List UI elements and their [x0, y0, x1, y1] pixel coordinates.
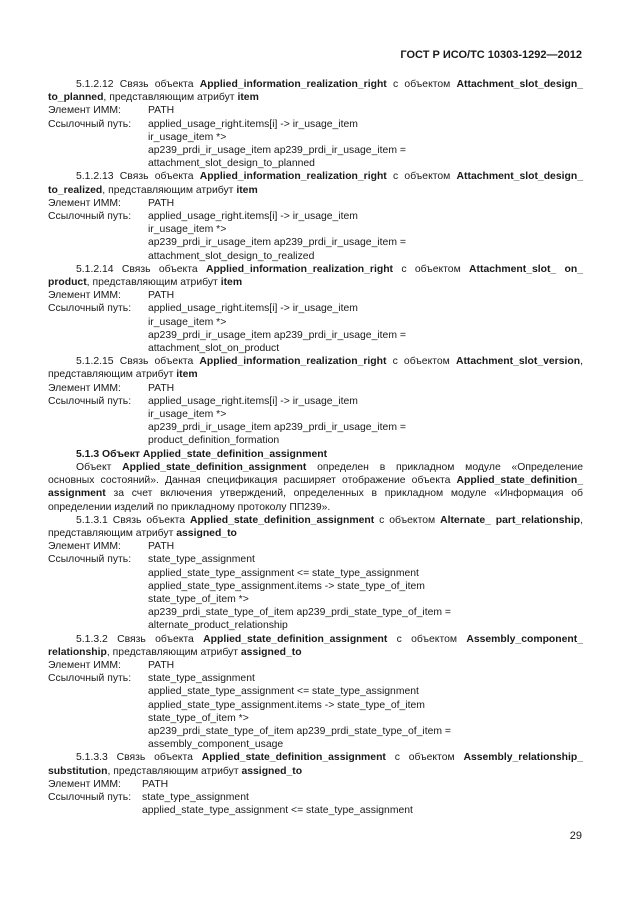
entity-name: assigned_to	[176, 527, 237, 539]
mapping-clause	[48, 514, 583, 633]
mapping-clause	[48, 751, 583, 817]
reference-path-row	[48, 553, 583, 632]
reference-path-lines	[142, 791, 583, 817]
entity-name: Applied_state_definition_assignment	[203, 633, 388, 645]
entity-name: Applied_state_definition_ assignment	[48, 475, 583, 500]
path-line: applied_state_type_assignment.items -> state_type_of_item	[148, 699, 425, 711]
clause-title	[48, 633, 583, 659]
path-line: attachment_slot_on_product	[148, 343, 280, 355]
text-run: Связь объекта	[113, 356, 200, 368]
mapping-clause	[48, 633, 583, 752]
element-row	[48, 778, 583, 791]
path-line: state_type_assignment	[148, 673, 255, 685]
entity-name: Attachment_slot_version	[455, 356, 581, 368]
reference-path-label: Ссылочный путь:	[48, 395, 132, 407]
path-line: applied_state_type_assignment <= state_type_assignment	[148, 567, 419, 579]
reference-path-lines	[148, 302, 583, 355]
entity-name: item	[237, 92, 259, 104]
entity-name: Applied_state_definition_assignment	[190, 514, 375, 526]
text-run: , представляющим атрибут	[106, 646, 241, 658]
reference-path-lines	[148, 210, 583, 263]
path-line: ir_usage_item *>	[148, 409, 227, 421]
path-line: attachment_slot_design_to_realized	[148, 250, 315, 262]
element-row	[48, 382, 583, 395]
mapping-clause	[48, 355, 583, 447]
reference-path-label: Ссылочный путь:	[48, 554, 132, 566]
path-line: alternate_product_relationship	[148, 620, 288, 632]
reference-path-label: Ссылочный путь:	[48, 211, 132, 223]
element-value: PATH	[148, 197, 175, 209]
element-label: Элемент ИММ:	[48, 382, 121, 394]
clause-title	[48, 514, 583, 540]
mapping-clause	[48, 263, 583, 355]
document-body	[48, 78, 583, 817]
entity-name: Applied_information_realization_right	[199, 171, 387, 183]
text-run: Связь объекта	[107, 514, 191, 526]
element-value: PATH	[142, 778, 169, 790]
clause-title	[48, 263, 583, 289]
entity-name: Applied_information_realization_right	[199, 79, 387, 90]
section-heading: 5.1.3 Объект Applied_state_definition_assignment	[76, 448, 328, 460]
text-run: с объектом	[386, 356, 456, 368]
text-run: Связь объекта	[113, 263, 206, 275]
element-label: Элемент ИММ:	[48, 778, 121, 790]
path-line: state_type_assignment	[142, 791, 249, 803]
mapping-clause	[48, 78, 583, 170]
entity-name: Attachment_slot_design_ to_realized	[48, 171, 583, 196]
reference-path-row	[48, 302, 583, 355]
path-line: ir_usage_item *>	[148, 316, 227, 328]
text-run: , представляющим атрибут	[102, 184, 237, 196]
clause-title	[48, 170, 583, 196]
entity-name: Assembly_component_ relationship	[48, 633, 583, 658]
entity-name: Applied_state_definition_assignment	[122, 461, 307, 473]
text-run: Связь объекта	[107, 633, 204, 645]
text-run: Связь объекта	[113, 79, 200, 90]
entity-name: item	[176, 369, 198, 381]
element-row	[48, 104, 583, 117]
clause-number: 5.1.2.14	[76, 263, 114, 275]
path-line: applied_state_type_assignment <= state_type_assignment	[148, 686, 419, 698]
mapping-clause	[48, 170, 583, 262]
reference-path-lines	[148, 395, 583, 448]
entity-name: Attachment_slot_design_ to_planned	[48, 79, 583, 104]
text-run: с объектом	[387, 633, 467, 645]
paragraph	[48, 461, 583, 514]
reference-path-lines	[148, 553, 583, 632]
reference-path-lines	[148, 118, 583, 171]
element-label: Элемент ИММ:	[48, 197, 121, 209]
text-run: , представляющим атрибут	[86, 277, 221, 289]
text-run: Связь объекта	[113, 171, 200, 183]
text-run: с объектом	[374, 514, 441, 526]
text-run: за счет включения утверждений, определенных в прикладном модуле «Информация об определении изделий по прикладному протоколу ПП239».	[48, 488, 583, 513]
entity-name: item	[236, 184, 258, 196]
entity-name: assigned_to	[240, 646, 302, 658]
text-run: с объектом	[386, 79, 457, 90]
reference-path-label: Ссылочный путь:	[48, 303, 132, 315]
page-number: 29	[569, 830, 582, 842]
text-run: Объект	[76, 461, 123, 473]
entity-name: Attachment_slot_ on_ product	[48, 263, 583, 289]
element-row	[48, 289, 583, 302]
clause-number: 5.1.2.13	[76, 171, 114, 183]
text-run: , представляющим атрибут	[107, 765, 242, 777]
element-label: Элемент ИММ:	[48, 541, 121, 553]
path-line: applied_state_type_assignment.items -> state_type_of_item	[148, 580, 425, 592]
clause-number: 5.1.3.1	[76, 514, 108, 526]
reference-path-label: Ссылочный путь:	[48, 673, 132, 685]
text-run: определен в прикладном модуле «Определение основных состояний». Данная спецификация расширяет отображение объекта	[48, 461, 583, 487]
entity-name: item	[220, 277, 243, 289]
reference-path-label: Ссылочный путь:	[48, 791, 132, 803]
path-line: applied_usage_right.items[i] -> ir_usage_item	[148, 395, 358, 407]
reference-path-row	[48, 672, 583, 751]
path-line: state_type_assignment	[148, 554, 255, 566]
clause-title	[48, 355, 583, 381]
path-line: applied_usage_right.items[i] -> ir_usage_item	[148, 303, 358, 315]
clause-title	[48, 78, 583, 104]
text-run: с объектом	[385, 752, 464, 764]
path-line: ir_usage_item *>	[148, 131, 227, 143]
reference-path-label: Ссылочный путь:	[48, 118, 132, 130]
element-value: PATH	[148, 659, 175, 671]
clause-number: 5.1.2.15	[76, 356, 114, 368]
entity-name: assigned_to	[241, 765, 303, 777]
text-run: Связь объекта	[107, 752, 202, 764]
path-line: ap239_prdi_ir_usage_item ap239_prdi_ir_usage_item =	[148, 329, 406, 341]
path-line: ap239_prdi_ir_usage_item ap239_prdi_ir_usage_item =	[148, 145, 406, 157]
element-row	[48, 197, 583, 210]
clause-number: 5.1.2.12	[76, 79, 114, 90]
element-label: Элемент ИММ:	[48, 290, 121, 302]
element-row	[48, 659, 583, 672]
reference-path-row	[48, 791, 583, 817]
path-line: applied_usage_right.items[i] -> ir_usage_item	[148, 118, 358, 130]
entity-name: Applied_information_realization_right	[205, 263, 394, 275]
entity-name: Alternate_ part_relationship	[440, 514, 581, 526]
element-value: PATH	[148, 541, 175, 553]
text-run: с объектом	[386, 171, 457, 183]
reference-path-lines	[148, 672, 583, 751]
path-line: ap239_prdi_ir_usage_item ap239_prdi_ir_usage_item =	[148, 422, 406, 434]
text-run: , представляющим атрибут	[48, 514, 583, 539]
element-row	[48, 540, 583, 553]
reference-path-row	[48, 210, 583, 263]
reference-path-row	[48, 118, 583, 171]
path-line: ap239_prdi_state_type_of_item ap239_prdi_state_type_of_item =	[148, 607, 451, 619]
entity-name: Applied_information_realization_right	[199, 356, 387, 368]
document-header: ГОСТ Р ИСО/ТС 10303-1292—2012	[400, 49, 582, 61]
path-line: assembly_component_usage	[148, 739, 284, 751]
clause-number: 5.1.3.3	[76, 752, 108, 764]
path-line: ir_usage_item *>	[148, 224, 227, 236]
path-line: product_definition_formation	[148, 435, 280, 447]
path-line: applied_usage_right.items[i] -> ir_usage_item	[148, 211, 358, 223]
text-run: с объектом	[393, 263, 470, 275]
path-line: attachment_slot_design_to_planned	[148, 158, 315, 170]
element-label: Элемент ИММ:	[48, 659, 121, 671]
path-line: applied_state_type_assignment <= state_type_assignment	[142, 805, 413, 817]
reference-path-row	[48, 395, 583, 448]
path-line: state_type_of_item *>	[148, 712, 249, 724]
clause-title	[48, 751, 583, 777]
path-line: ap239_prdi_state_type_of_item ap239_prdi_state_type_of_item =	[148, 725, 451, 737]
entity-name: Applied_state_definition_assignment	[201, 752, 386, 764]
text-run: , представляющим атрибут	[103, 92, 238, 104]
clause-number: 5.1.3.2	[76, 633, 108, 645]
element-value: PATH	[148, 290, 175, 302]
element-value: PATH	[148, 382, 175, 394]
entity-name: Assembly_relationship_ substitution	[48, 752, 583, 777]
element-label: Элемент ИММ:	[48, 105, 121, 117]
path-line: state_type_of_item *>	[148, 593, 249, 605]
element-value: PATH	[148, 105, 175, 117]
path-line: ap239_prdi_ir_usage_item ap239_prdi_ir_usage_item =	[148, 237, 406, 249]
text-run: , представляющим атрибут	[48, 356, 583, 381]
